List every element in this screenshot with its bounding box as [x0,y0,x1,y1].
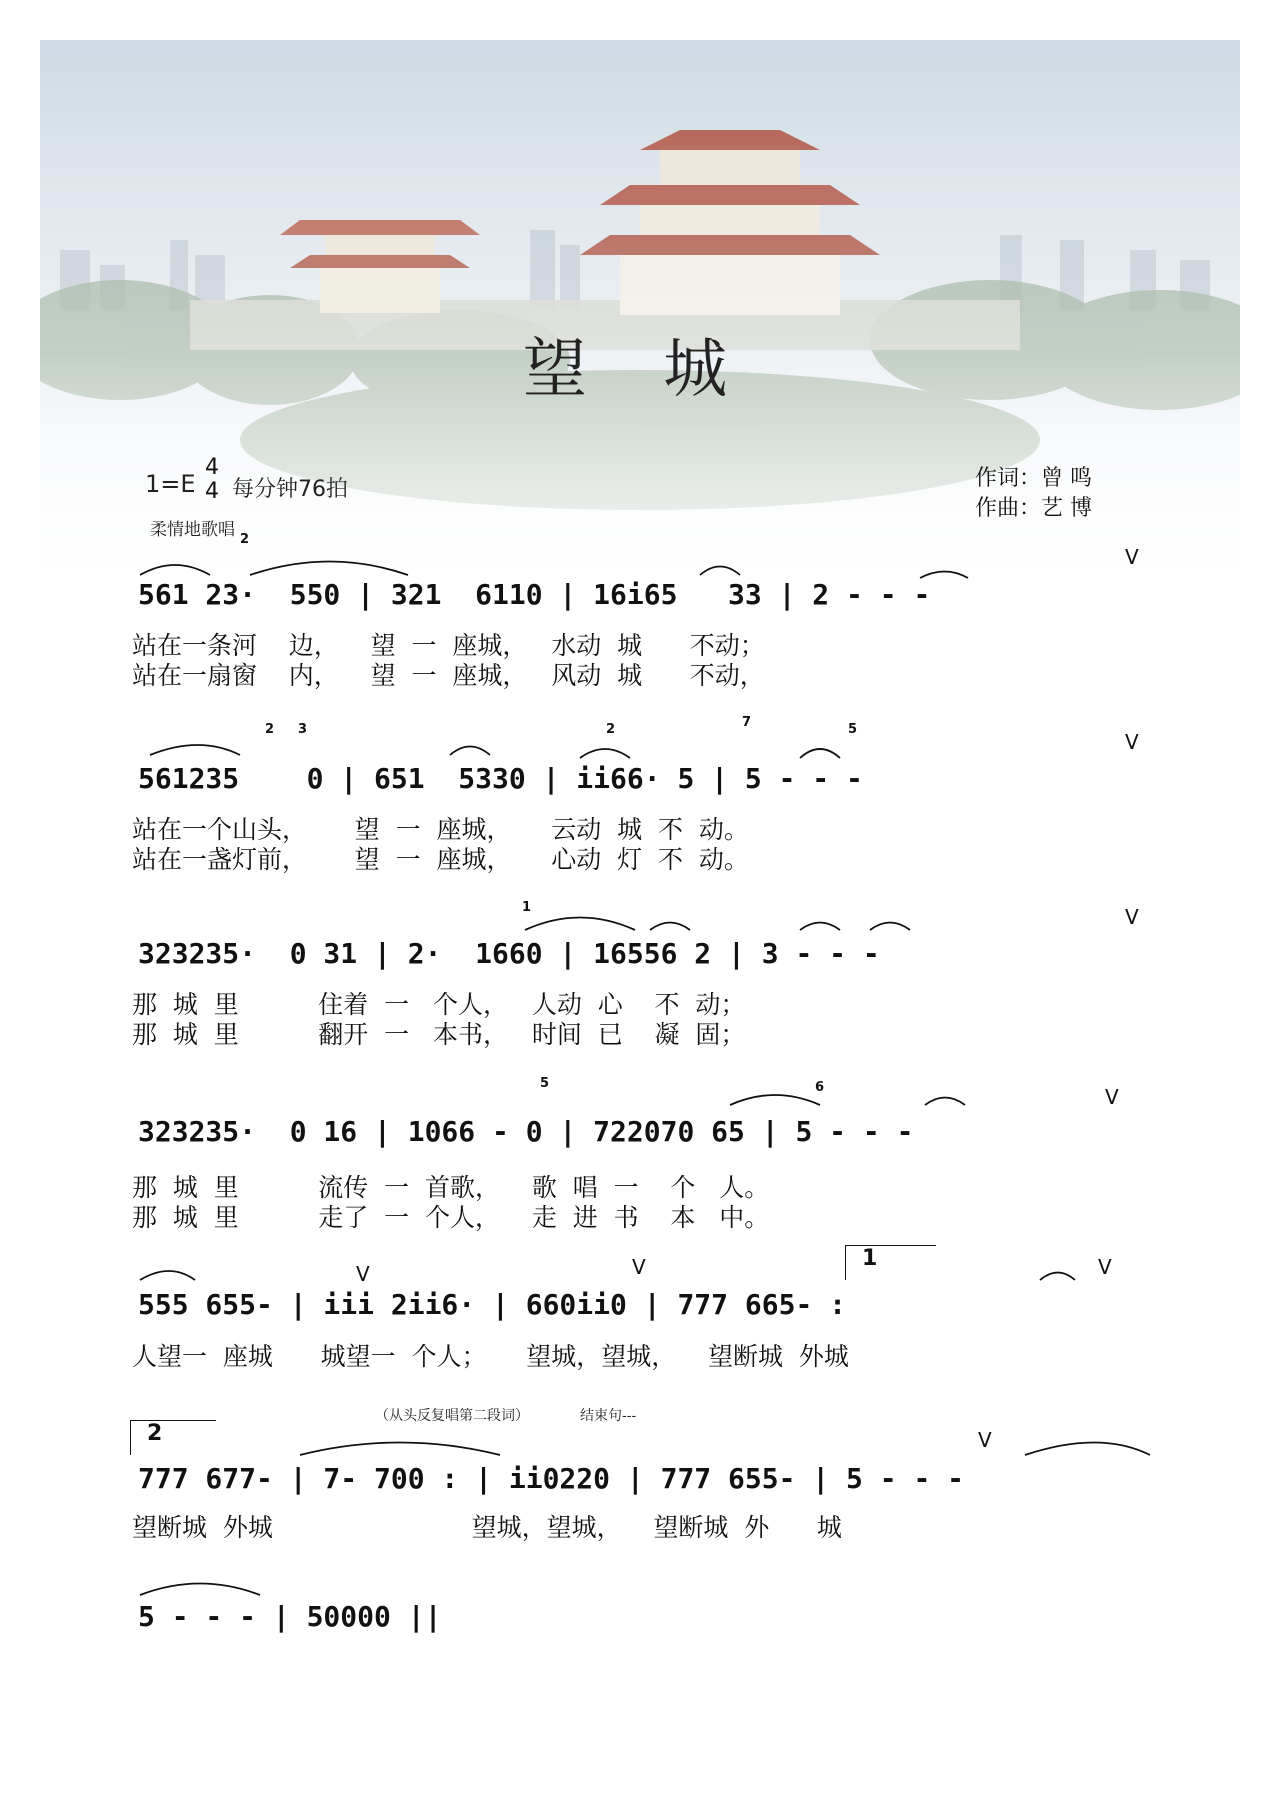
notation-line-4: 323235· 0 16 | 1066 - 0 | 722070 65 | 5 - - - [138,1115,914,1148]
grace-note: 2 [240,532,250,547]
breath-mark: V [1125,905,1139,929]
ending-instruction: 结束句--- [580,1408,637,1424]
grace-note: 6 [815,1080,825,1095]
breath-mark: V [632,1255,646,1279]
composer: 作曲：艺 博 [975,496,1092,521]
lyrics-verse-1-line-3: 那 城 里 住着 一 个人， 人动 心 不 动； [132,990,746,1019]
time-bottom: 4 [205,479,219,504]
lyrics-verse-2-line-1: 站在一扇窗 内， 望 一 座城， 风动 城 不动， [132,661,765,690]
notation-line-7: 5 - - - | 50000 || [138,1600,442,1633]
repeat-instruction: （从头反复唱第二段词） [375,1408,529,1424]
volta-1-label: 1 [862,1246,878,1271]
notation-line-3: 323235· 0 31 | 2· 1660 | 16556 2 | 3 - - - [138,937,880,970]
grace-note: 2 [265,722,275,737]
notation-line-2: 561235 0 | 651 5330 | ii66· 5 | 5 - - - [138,762,863,795]
lyrics-verse-1-line-2: 站在一个山头， 望 一 座城， 云动 城 不 动。 [132,815,749,844]
time-top: 4 [205,455,219,480]
grace-note: 1 [522,900,532,915]
grace-note: 5 [848,722,858,737]
lyrics-verse-2-line-3: 那 城 里 翻开 一 本书， 时间 已 凝 固； [132,1020,746,1049]
notation-line-6: 777 677- | 7- 700 : | ii0220 | 777 655- | 5 - - - [138,1462,965,1495]
grace-note: 7 [742,715,752,730]
lyrics-verse-1-line-4: 那 城 里 流传 一 首歌， 歌 唱 一 个 人。 [132,1173,770,1202]
breath-mark: V [1098,1255,1112,1279]
breath-mark: V [978,1428,992,1452]
notation-line-5: 555 655- | iii 2ii6· | 660ii0 | 777 665- : [138,1288,847,1321]
grace-note: 2 [606,722,616,737]
breath-mark: V [356,1262,370,1286]
tempo-marking: 每分钟76拍 [232,477,348,502]
volta-2-label: 2 [147,1421,163,1446]
lyrics-line-5: 人望一 座城 城望一 个人； 望城，望城， 望断城 外城 [132,1342,849,1371]
grace-note: 3 [298,722,308,737]
breath-mark: V [1125,545,1139,569]
lyrics-verse-2-line-4: 那 城 里 走了 一 个人， 走 进 书 本 中。 [132,1203,770,1232]
lyrics-verse-1-line-1: 站在一条河 边， 望 一 座城， 水动 城 不动； [132,631,765,660]
song-title: 望 城 [522,333,756,407]
expression-marking: 柔情地歌唱 [150,520,235,540]
lyrics-line-6: 望断城 外城 望城，望城， 望断城 外 城 [132,1513,842,1542]
key-signature: 1=E [145,470,196,498]
notation-line-1: 561 23· 550 | 321 6110 | 16i65 33 | 2 - - - [138,578,931,611]
lyrics-verse-2-line-2: 站在一盏灯前， 望 一 座城， 心动 灯 不 动。 [132,845,749,874]
grace-note: 5 [540,1076,550,1091]
lyricist: 作词：曾 鸣 [975,466,1092,491]
breath-mark: V [1125,730,1139,754]
breath-mark: V [1105,1085,1119,1109]
